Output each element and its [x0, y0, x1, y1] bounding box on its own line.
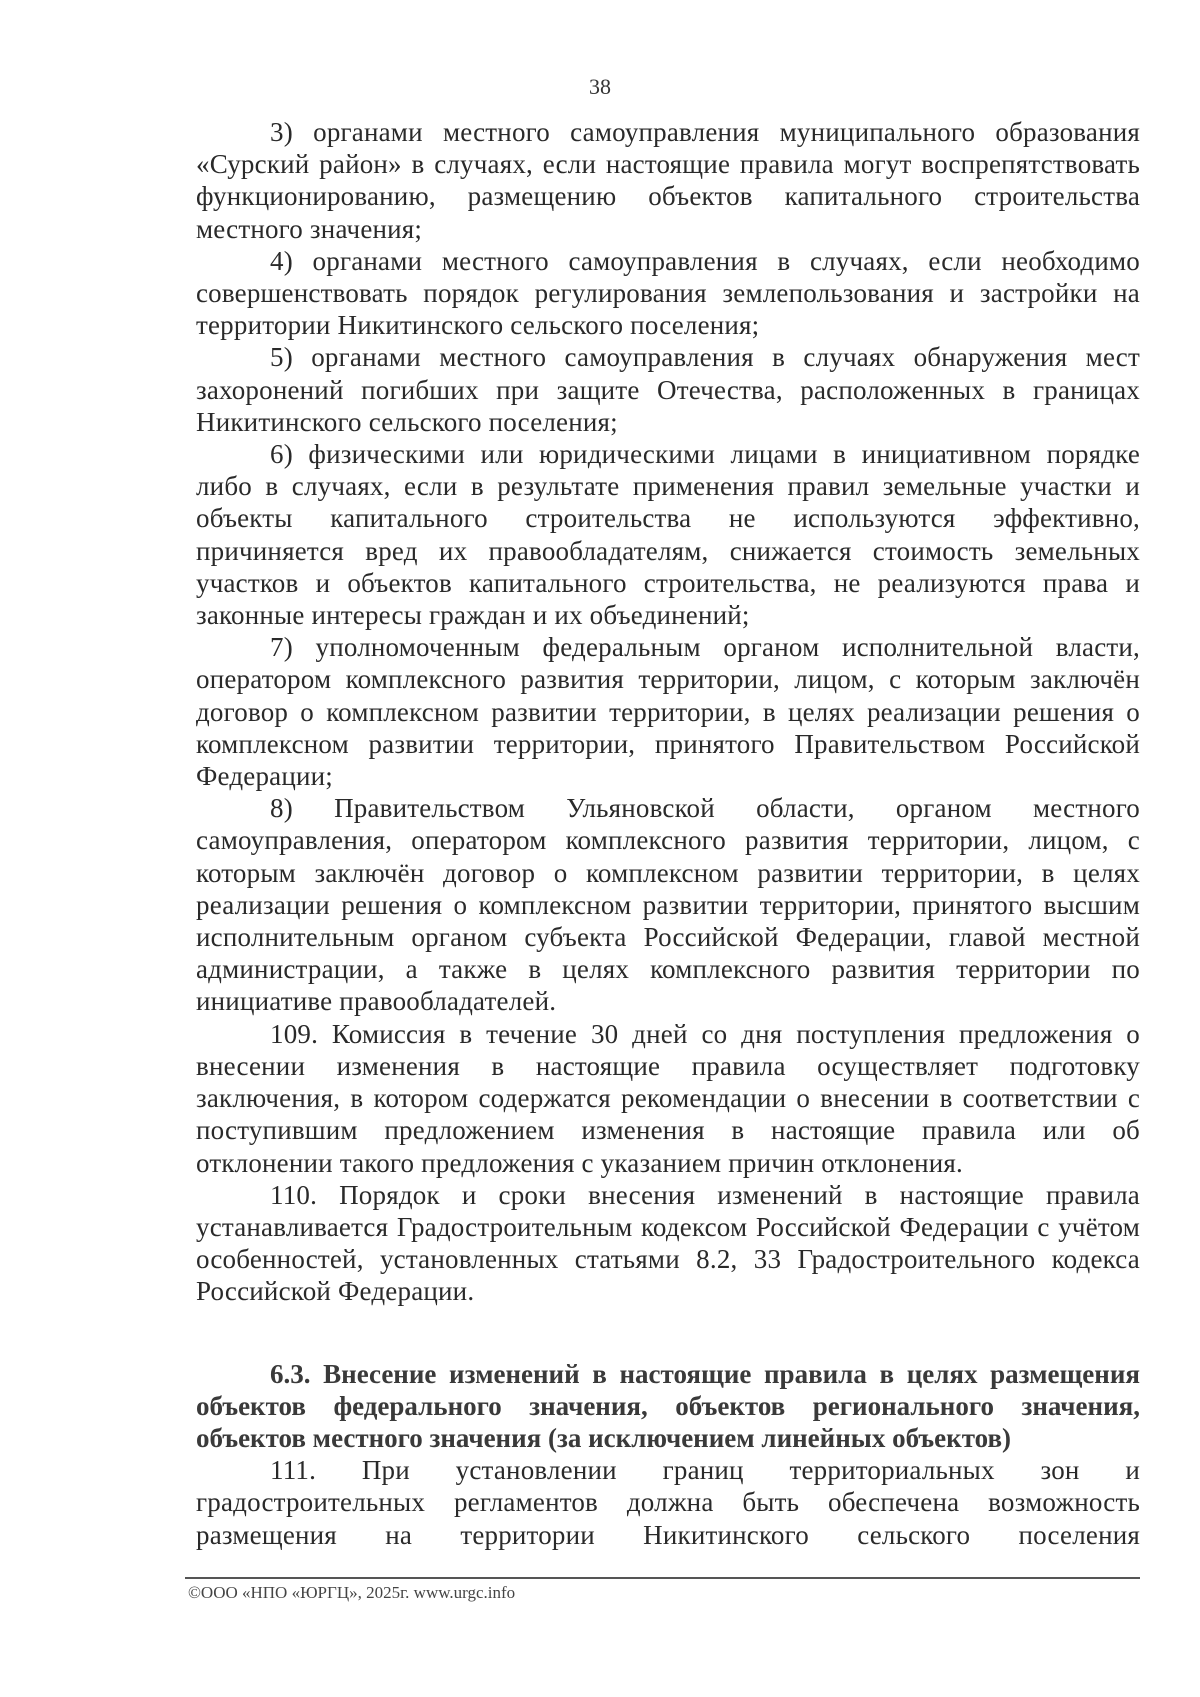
paragraph-111: 111. При установлении границ территориальных зон и градостроительных регламентов должна быть обеспечена возможность размещения на территории Никитинского сельского поселения	[196, 1455, 1140, 1550]
paragraph-item-4: 4) органами местного самоуправления в случаях, если необходимо совершенствовать порядок регулирования землепользования и застройки на территории Никитинского сельского поселения;	[196, 245, 1140, 341]
paragraph-item-3: 3) органами местного самоуправления муниципального образования «Сурский район» в случаях, если настоящие правила могут воспрепятствовать функционированию, размещению объектов капитального строительства местного значения;	[196, 117, 1140, 244]
paragraph-item-8: 8) Правительством Ульяновской области, органом местного самоуправления, оператором комплексного развития территории, лицом, с которым заключён договор о комплексном развитии территории, в целях реализации решения о комплексном развитии территории, принятого высшим исполнительным органом субъекта Российской Федерации, главой местной администрации, а также в целях комплексного развития территории по инициативе правообладателей.	[196, 793, 1140, 1017]
section-heading: 6.3. Внесение изменений в настоящие правила в целях размещения объектов федерального значения, объектов регионального значения, объектов местного значения (за исключением линейных объектов)	[196, 1358, 1140, 1453]
paragraph-item-6: 6) физическими или юридическими лицами в инициативном порядке либо в случаях, если в результате применения правил земельные участки и объекты капитального строительства не используются эффективно, причиняется вред их правообладателям, снижается стоимость земельных участков и объектов капитального строительства, не реализуются права и законные интересы граждан и их объединений;	[196, 439, 1140, 631]
page-number: 38	[589, 74, 611, 99]
paragraph-109: 109. Комиссия в течение 30 дней со дня поступления предложения о внесении изменения в настоящие правила осуществляет подготовку заключения, в котором содержатся рекомендации о внесении в соответствии с поступившим предложением изменения в настоящие правила или об отклонении такого предложения с указанием причин отклонения.	[196, 1018, 1140, 1178]
document-body	[196, 116, 1140, 1551]
paragraph-item-5: 5) органами местного самоуправления в случаях обнаружения мест захоронений погибших при защите Отечества, расположенных в границах Никитинского сельского поселения;	[196, 342, 1140, 437]
footer-copyright: ©ООО «НПО «ЮРГЦ», 2025г. www.urgc.info	[188, 1583, 516, 1602]
footer-divider	[185, 1577, 1140, 1579]
paragraph-110: 110. Порядок и сроки внесения изменений в настоящие правила устанавливается Градостроительным кодексом Российской Федерации с учётом особенностей, установленных статьями 8.2, 33 Градостроительного кодекса Российской Федерации.	[196, 1179, 1140, 1307]
paragraph-item-7: 7) уполномоченным федеральным органом исполнительной власти, оператором комплексного развития территории, лицом, с которым заключён договор о комплексном развитии территории, в целях реализации решения о комплексном развитии территории, принятого Правительством Российской Федерации;	[196, 632, 1140, 792]
